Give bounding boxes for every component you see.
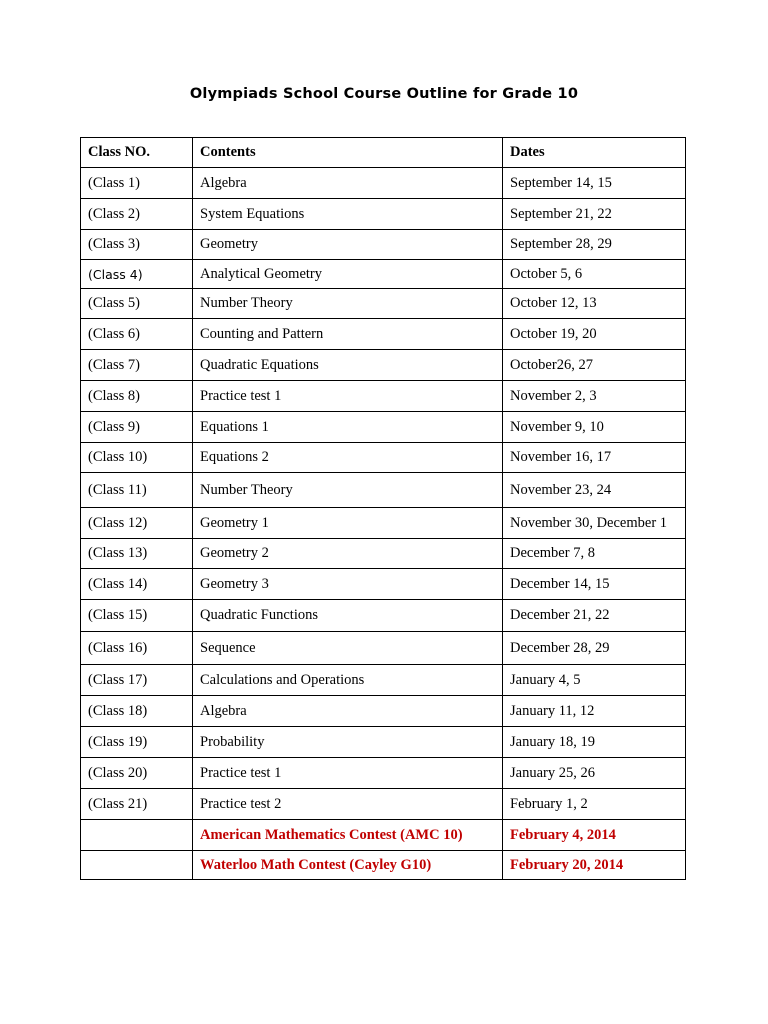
contents-cell: System Equations: [193, 199, 503, 230]
contents-cell: Geometry 1: [193, 508, 503, 539]
table-row: [81, 696, 686, 727]
table-row: [81, 230, 686, 260]
table-row: [81, 508, 686, 539]
contest-name-cell: Waterloo Math Contest (Cayley G10): [193, 851, 503, 880]
table-row: [81, 350, 686, 381]
class-no-cell: (Class 17): [81, 665, 193, 696]
table-row: [81, 412, 686, 443]
contents-cell: Algebra: [193, 168, 503, 199]
class-no-cell: (Class 1): [81, 168, 193, 199]
contents-cell: Algebra: [193, 696, 503, 727]
contents-cell: Geometry: [193, 230, 503, 260]
contents-cell: Practice test 2: [193, 789, 503, 820]
contents-cell: Geometry 3: [193, 569, 503, 600]
dates-cell: October 12, 13: [503, 289, 686, 319]
class-no-cell: (Class 13): [81, 539, 193, 569]
class-no-cell: (Class 20): [81, 758, 193, 789]
dates-cell: September 21, 22: [503, 199, 686, 230]
dates-cell: October26, 27: [503, 350, 686, 381]
class-no-cell: (Class 16): [81, 632, 193, 665]
class-no-cell: (Class 12): [81, 508, 193, 539]
class-no-cell: (Class 9): [81, 412, 193, 443]
contents-cell: Equations 1: [193, 412, 503, 443]
dates-cell: October 19, 20: [503, 319, 686, 350]
class-no-cell: (Class 8): [81, 381, 193, 412]
header-class-no: Class NO.: [81, 138, 193, 168]
contest-name-cell: American Mathematics Contest (AMC 10): [193, 820, 503, 851]
table-row: [81, 168, 686, 199]
table-row: [81, 789, 686, 820]
class-no-cell: (Class 2): [81, 199, 193, 230]
dates-cell: December 14, 15: [503, 569, 686, 600]
contents-cell: Geometry 2: [193, 539, 503, 569]
contest-row: [81, 820, 686, 851]
contents-cell: Quadratic Functions: [193, 600, 503, 632]
class-no-cell: (Class 7): [81, 350, 193, 381]
contents-cell: Number Theory: [193, 473, 503, 508]
dates-cell: November 30, December 1: [503, 508, 686, 539]
class-no-cell: (Class 18): [81, 696, 193, 727]
class-no-cell: (Class 10): [81, 443, 193, 473]
header-dates: Dates: [503, 138, 686, 168]
dates-cell: February 1, 2: [503, 789, 686, 820]
contents-cell: Number Theory: [193, 289, 503, 319]
contest-date-cell: February 4, 2014: [503, 820, 686, 851]
contents-cell: Practice test 1: [193, 758, 503, 789]
table-row: [81, 727, 686, 758]
contents-cell: Practice test 1: [193, 381, 503, 412]
contents-cell: Equations 2: [193, 443, 503, 473]
dates-cell: November 23, 24: [503, 473, 686, 508]
table-row: [81, 381, 686, 412]
class-no-cell: (Class 14): [81, 569, 193, 600]
class-no-cell: [81, 851, 193, 880]
contents-cell: Counting and Pattern: [193, 319, 503, 350]
dates-cell: November 2, 3: [503, 381, 686, 412]
table-row: [81, 473, 686, 508]
contents-cell: Analytical Geometry: [193, 260, 503, 289]
dates-cell: January 18, 19: [503, 727, 686, 758]
table-row: [81, 665, 686, 696]
dates-cell: December 21, 22: [503, 600, 686, 632]
dates-cell: September 14, 15: [503, 168, 686, 199]
contents-cell: Probability: [193, 727, 503, 758]
class-no-cell: (Class 15): [81, 600, 193, 632]
dates-cell: December 28, 29: [503, 632, 686, 665]
course-outline-table: [80, 137, 686, 880]
dates-cell: December 7, 8: [503, 539, 686, 569]
class-no-cell: (Class 5): [81, 289, 193, 319]
class-no-cell: (Class 3): [81, 230, 193, 260]
header-contents: Contents: [193, 138, 503, 168]
contents-cell: Calculations and Operations: [193, 665, 503, 696]
table-row: [81, 758, 686, 789]
class-no-cell: (Class 11): [81, 473, 193, 508]
dates-cell: January 4, 5: [503, 665, 686, 696]
table-row: [81, 289, 686, 319]
class-no-cell: (Class 19): [81, 727, 193, 758]
table-row: [81, 539, 686, 569]
contest-date-cell: February 20, 2014: [503, 851, 686, 880]
contest-row: [81, 851, 686, 880]
dates-cell: November 16, 17: [503, 443, 686, 473]
class-no-cell: (Class 21): [81, 789, 193, 820]
table-row: [81, 600, 686, 632]
class-no-cell: (Class 4): [81, 260, 193, 289]
dates-cell: January 11, 12: [503, 696, 686, 727]
dates-cell: September 28, 29: [503, 230, 686, 260]
table-row: [81, 443, 686, 473]
page-title: Olympiads School Course Outline for Grade 10: [189, 86, 579, 102]
contents-cell: Quadratic Equations: [193, 350, 503, 381]
table-row: [81, 199, 686, 230]
table-row: [81, 319, 686, 350]
dates-cell: October 5, 6: [503, 260, 686, 289]
class-no-cell: (Class 6): [81, 319, 193, 350]
table-row: [81, 260, 686, 289]
dates-cell: January 25, 26: [503, 758, 686, 789]
table-header-row: [81, 138, 686, 168]
contents-cell: Sequence: [193, 632, 503, 665]
class-no-cell: [81, 820, 193, 851]
table-row: [81, 569, 686, 600]
dates-cell: November 9, 10: [503, 412, 686, 443]
table-row: [81, 632, 686, 665]
